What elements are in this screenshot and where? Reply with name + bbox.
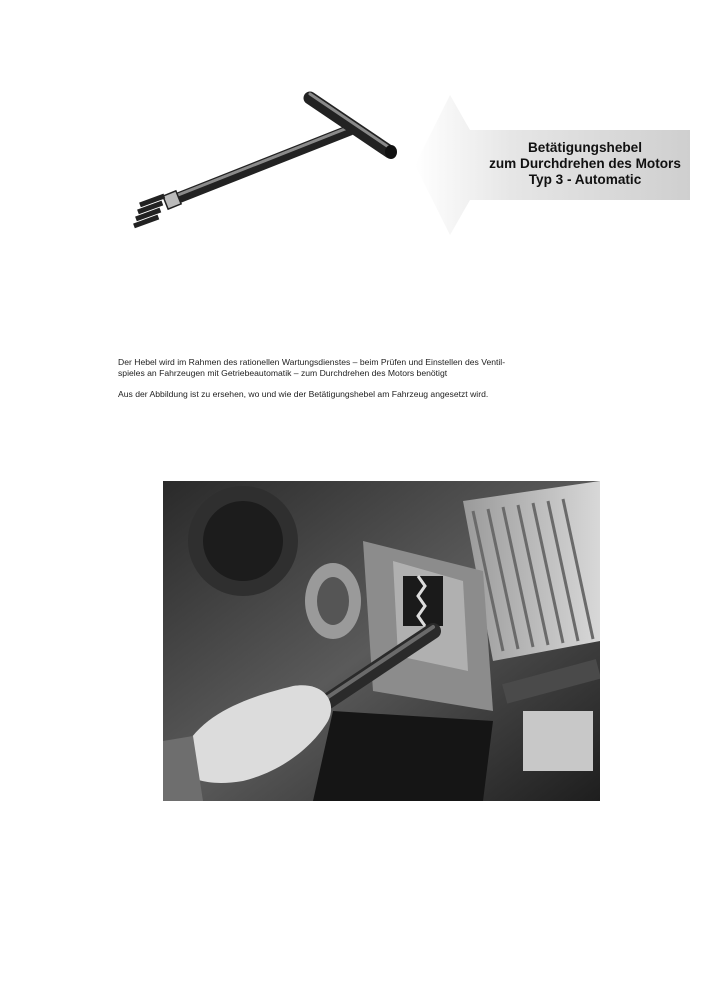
title-line-1: Betätigungshebel xyxy=(527,140,643,155)
title-line-3: Typ 3 - Automatic xyxy=(528,172,642,187)
title-line-2: zum Durchdrehen des Motors xyxy=(489,156,681,171)
t-handle-lever-illustration xyxy=(125,80,415,230)
lever-teeth xyxy=(133,194,165,229)
description-paragraph xyxy=(118,357,603,379)
description-line-2: spieles an Fahrzeugen mit Getriebeautomatik – zum Durchdrehen des Motors benötigt xyxy=(118,368,448,378)
engine-lever-photo xyxy=(163,481,600,801)
usage-paragraph: Aus der Abbildung ist zu ersehen, wo und wie der Betätigungshebel am Fahrzeug angesetzt wird. xyxy=(118,389,489,399)
description-line-1: Der Hebel wird im Rahmen des rationellen Wartungsdienstes – beim Prüfen und Einstellen des Ventil- xyxy=(118,357,506,367)
tool-title xyxy=(480,140,690,188)
